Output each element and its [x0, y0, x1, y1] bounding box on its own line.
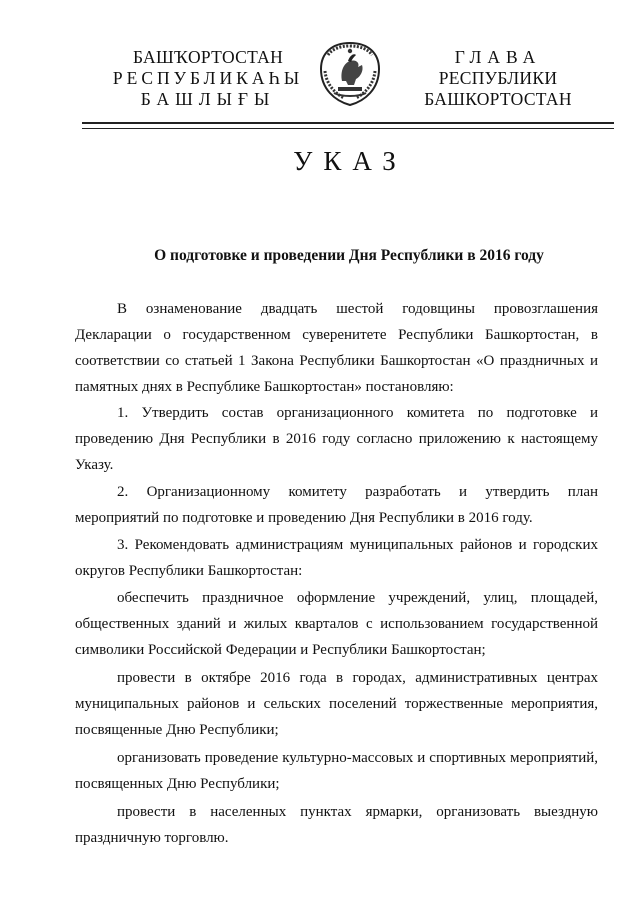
- paragraph-item-2: 2. Организационному комитету разработать и утвердить план мероприятий по подготовке и проведению Дня Республики в 2016 году.: [75, 484, 598, 526]
- header-right-line-2: РЕСПУБЛИКИ: [438, 68, 558, 88]
- decree-subject: О подготовке и проведении Дня Республики в 2016 году: [154, 247, 544, 264]
- paragraph-preamble: В ознаменование двадцать шестой годовщины провозглашения Декларации о государственном суверенитете Республики Башкортостан, в соответствии со статьей 1 Закона Республики Башкортостан «О праздничных и памятных днях в Республике Башкортостан» постановляю:: [75, 301, 598, 395]
- header-bashkir-title: [108, 47, 308, 110]
- header-right-line-3: БАШКОРТОСТАН: [424, 89, 572, 109]
- header-left-line-2: РЕСПУБЛИКАҺЫ: [112, 68, 304, 88]
- document-title: УКАЗ: [293, 146, 407, 176]
- header-right-line-1: ГЛАВА: [454, 47, 542, 67]
- header-russian-title: [398, 47, 598, 110]
- paragraph-subitem-fairs: провести в населенных пунктах ярмарки, организовать выездную праздничную торговлю.: [75, 804, 598, 846]
- header-divider-thin: [82, 128, 614, 129]
- coat-of-arms-emblem: [318, 41, 382, 107]
- paragraph-subitem-decoration: обеспечить праздничное оформление учреждений, улиц, площадей, общественных зданий и жилых кварталов с использованием государственной символики Российской Федерации и Республики Башкортостан;: [75, 590, 598, 658]
- decree-body: [75, 296, 598, 851]
- paragraph-item-1: 1. Утвердить состав организационного комитета по подготовке и проведению Дня Республики в 2016 году согласно приложению к настоящему Указу.: [75, 405, 598, 473]
- header-divider-thick: [82, 122, 614, 124]
- paragraph-item-3: 3. Рекомендовать администрациям муниципальных районов и городских округов Республики Башкортостан:: [75, 537, 598, 579]
- header-left-line-3: БАШЛЫҒЫ: [140, 89, 276, 109]
- paragraph-subitem-events: организовать проведение культурно-массовых и спортивных мероприятий, посвященных Дню Республики;: [75, 750, 598, 792]
- paragraph-subitem-ceremonies: провести в октябре 2016 года в городах, административных центрах муниципальных районов и сельских поселений торжественные мероприятия, посвященные Дню Республики;: [75, 670, 598, 738]
- header-left-line-1: БАШҠОРТОСТАН: [132, 47, 284, 67]
